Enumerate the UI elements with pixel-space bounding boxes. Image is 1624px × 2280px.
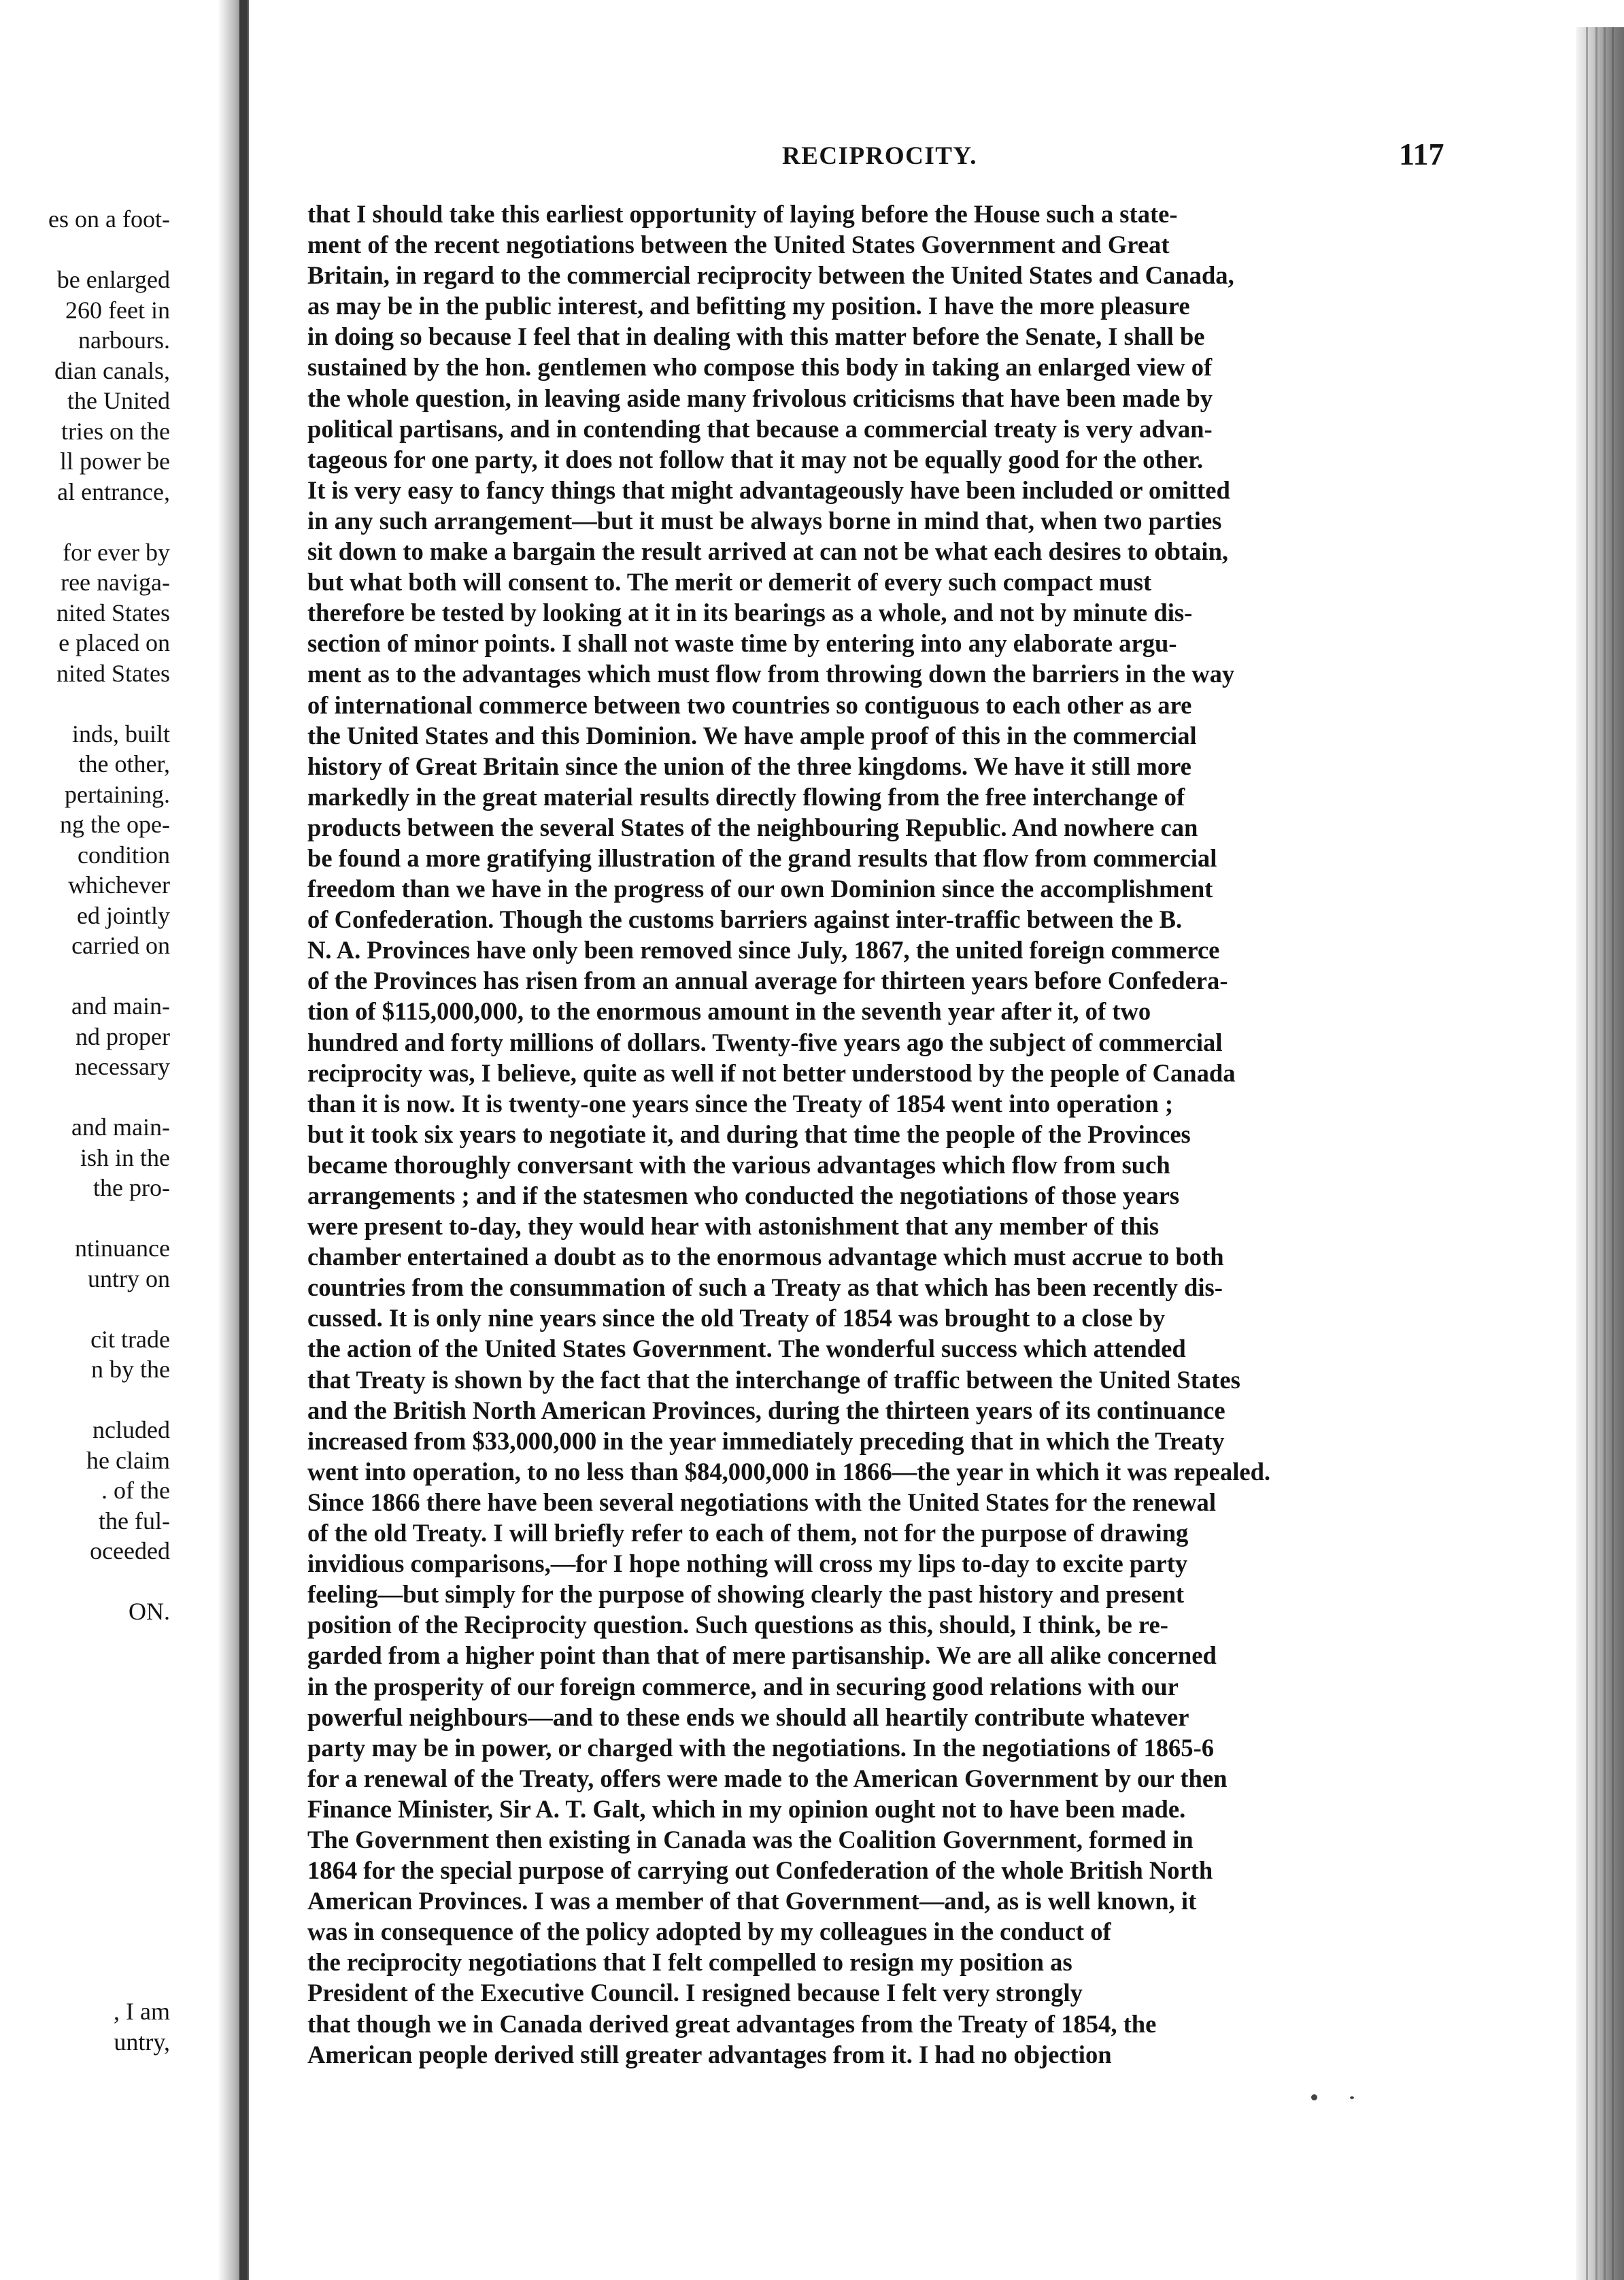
previous-page-line: cit trade	[90, 1325, 170, 1353]
previous-page-line: whichever	[68, 871, 170, 899]
text-line: in doing so because I feel that in dealing with this matter before the Senate, I shall be	[307, 322, 1205, 351]
text-line: chamber entertained a doubt as to the enormous advantage which must accrue to both	[307, 1243, 1224, 1271]
text-line: as may be in the public interest, and befitting my position. I have the more pleasure	[307, 292, 1190, 320]
previous-page-line: dian canals,	[54, 356, 170, 384]
text-line: that Treaty is shown by the fact that the interchange of traffic between the United States	[307, 1365, 1240, 1394]
previous-page	[0, 0, 230, 2280]
previous-page-line: ntinuance	[75, 1235, 170, 1262]
text-line: The Government then existing in Canada was the Coalition Government, formed in	[307, 1825, 1194, 1854]
text-line: the action of the United States Government. The wonderful success which attended	[307, 1335, 1186, 1363]
previous-page-line: for ever by	[63, 538, 170, 566]
previous-page-line	[0, 1203, 170, 1234]
text-line: position of the Reciprocity question. Such questions as this, should, I think, be re-	[307, 1611, 1168, 1639]
text-line: was in consequence of the policy adopted by my colleagues in the conduct of	[307, 1917, 1111, 1946]
text-line: countries from the consummation of such a Treaty as that which has been recently dis-	[307, 1273, 1223, 1302]
previous-page-line: ish in the	[80, 1143, 170, 1171]
text-line: of the old Treaty. I will briefly refer to each of them, not for the purpose of drawing	[307, 1519, 1189, 1547]
previous-page-line: untry,	[114, 2028, 170, 2056]
text-line: American Provinces. I was a member of that Government—and, as is well known, it	[307, 1887, 1197, 1915]
text-line: Since 1866 there have been several negotiations with the United States for the renewal	[307, 1488, 1216, 1516]
print-speck	[1311, 2094, 1317, 2100]
text-line: garded from a higher point than that of mere partisanship. We are all alike concerned	[307, 1641, 1217, 1670]
text-line: went into operation, to no less than $84,000,000 in 1866—the year in which it was repealed.	[307, 1457, 1271, 1486]
text-line: in the prosperity of our foreign commerce, and in securing good relations with our	[307, 1672, 1179, 1700]
text-line: It is very easy to fancy things that might advantageously have been included or omitted	[307, 475, 1230, 504]
previous-page-text-bottom	[0, 1996, 170, 2057]
text-line: of Confederation. Though the customs barriers against inter-traffic between the B.	[307, 905, 1183, 934]
previous-page-line: he claim	[86, 1446, 170, 1474]
text-line: sit down to make a bargain the result arrived at can not be what each desires to obtain,	[307, 537, 1229, 566]
text-line: the whole question, in leaving aside many frivolous criticisms that have been made by	[307, 384, 1213, 412]
text-line: that though we in Canada derived great advantages from the Treaty of 1854, the	[307, 2009, 1157, 2038]
previous-page-line: tries on the	[61, 417, 170, 445]
previous-page-line: and main-	[71, 992, 170, 1020]
text-line: section of minor points. I shall not waste time by entering into any elaborate argu-	[307, 629, 1177, 658]
book-gutter	[239, 0, 248, 2280]
text-line: cussed. It is only nine years since the old Treaty of 1854 was brought to a close by	[307, 1304, 1166, 1332]
text-line: President of the Executive Council. I resigned because I felt very strongly	[307, 1979, 1083, 2007]
text-line: ment of the recent negotiations between the United States Government and Great	[307, 231, 1170, 259]
text-line: tageous for one party, it does not follow that it may not be equally good for the other.	[307, 445, 1204, 473]
previous-page-line	[0, 688, 170, 719]
running-head: RECIPROCITY.	[782, 142, 977, 170]
previous-page-line: and main-	[71, 1113, 170, 1141]
text-line: the United States and this Dominion. We have ample proof of this in the commercial	[307, 721, 1197, 750]
text-line: American people derived still greater advantages from it. I had no objection	[307, 2040, 1112, 2068]
text-line: and the British North American Provinces, during the thirteen years of its continuance	[307, 1396, 1225, 1424]
previous-page-line: be enlarged	[56, 266, 170, 293]
text-line: became thoroughly conversant with the various advantages which flow from such	[307, 1150, 1170, 1179]
text-line: than it is now. It is twenty-one years since the Treaty of 1854 went into operation ;	[307, 1089, 1174, 1118]
previous-page-line: necessary	[75, 1053, 170, 1080]
text-line: that I should take this earliest opportunity of laying before the House such a state-	[307, 200, 1178, 228]
previous-page-line: narbours.	[78, 326, 170, 354]
previous-page-line: ng the ope-	[60, 811, 170, 838]
previous-page-line	[0, 507, 170, 537]
text-line: of international commerce between two countries so contiguous to each other as are	[307, 690, 1192, 719]
text-line: therefore be tested by looking at it in its bearings as a whole, and not by minute dis-	[307, 599, 1193, 627]
previous-page-line: ed jointly	[77, 901, 170, 929]
text-line: sustained by the hon. gentlemen who compose this body in taking an enlarged view of	[307, 353, 1213, 382]
previous-page-line: the ful-	[99, 1507, 170, 1535]
previous-page-line: the pro-	[93, 1174, 170, 1201]
previous-page-line: , I am	[114, 1998, 170, 2025]
previous-page-line: e placed on	[58, 629, 170, 656]
text-line: reciprocity was, I believe, quite as well if not better understood by the people of Canada	[307, 1058, 1236, 1087]
text-line: political partisans, and in contending that because a commercial treaty is very advan-	[307, 414, 1213, 443]
text-line: ment as to the advantages which must flow from throwing down the barriers in the way	[307, 660, 1235, 688]
print-speck	[1350, 2096, 1354, 2099]
previous-page-text-top	[0, 204, 170, 1627]
previous-page-line: . of the	[101, 1477, 170, 1504]
text-line: freedom than we have in the progress of our own Dominion since the accomplishment	[307, 875, 1213, 903]
previous-page-line	[0, 1385, 170, 1415]
previous-page-line: ree naviga-	[61, 569, 170, 596]
previous-page-line: al entrance,	[57, 477, 170, 505]
text-line: in any such arrangement—but it must be always borne in mind that, when two parties	[307, 506, 1222, 535]
previous-page-line: ncluded	[92, 1416, 170, 1443]
text-line: tion of $115,000,000, to the enormous amount in the seventh year after it, of two	[307, 997, 1151, 1026]
previous-page-line: ON.	[129, 1598, 170, 1625]
text-line: but what both will consent to. The merit or demerit of every such compact must	[307, 568, 1152, 597]
text-line: markedly in the great material results directly flowing from the free interchange of	[307, 782, 1185, 811]
text-line: arrangements ; and if the statesmen who conducted the negotiations of those years	[307, 1181, 1180, 1209]
text-line: hundred and forty millions of dollars. Twenty-five years ago the subject of commercial	[307, 1028, 1223, 1056]
text-line: 1864 for the special purpose of carrying out Confederation of the whole British North	[307, 1856, 1213, 1885]
text-line: of the Provinces has risen from an annual average for thirteen years before Confedera-	[307, 967, 1228, 995]
previous-page-line	[0, 1566, 170, 1597]
previous-page-line: the United	[67, 387, 170, 414]
body-paragraph	[307, 199, 1457, 2070]
previous-page-line: untry on	[88, 1264, 170, 1292]
previous-page-line	[0, 235, 170, 265]
previous-page-line: 260 feet in	[65, 296, 170, 324]
text-line: powerful neighbours—and to these ends we should all heartily contribute whatever	[307, 1703, 1189, 1731]
text-line: but it took six years to negotiate it, and during that time the people of the Provinces	[307, 1120, 1191, 1148]
text-line: were present to-day, they would hear with astonishment that any member of this	[307, 1212, 1160, 1241]
previous-page-line: the other,	[78, 750, 170, 777]
previous-page-line: es on a foot-	[48, 205, 170, 233]
previous-page-line: carried on	[71, 932, 170, 959]
text-line: Britain, in regard to the commercial reciprocity between the United States and Canada,	[307, 261, 1234, 290]
previous-page-line: pertaining.	[65, 780, 170, 808]
text-line: feeling—but simply for the purpose of showing clearly the past history and present	[307, 1580, 1185, 1609]
text-line: history of Great Britain since the union of the three kingdoms. We have it still more	[307, 752, 1191, 780]
text-line: party may be in power, or charged with the negotiations. In the negotiations of 1865-6	[307, 1733, 1215, 1762]
previous-page-line: ll power be	[60, 448, 170, 475]
previous-page-line: inds, built	[71, 720, 170, 748]
previous-page-line	[0, 961, 170, 992]
text-line: invidious comparisons,—for I hope nothing will cross my lips to-day to excite party	[307, 1549, 1188, 1578]
previous-page-line	[0, 1082, 170, 1113]
previous-page-line: nd proper	[75, 1022, 170, 1050]
previous-page-line: oceeded	[90, 1537, 170, 1564]
text-line: increased from $33,000,000 in the year immediately preceding that in which the Treaty	[307, 1426, 1225, 1455]
previous-page-line	[0, 1294, 170, 1324]
previous-page-line: nited States	[56, 599, 170, 626]
text-line: be found a more gratifying illustration of the grand results that flow from commercial	[307, 843, 1217, 872]
previous-page-line: nited States	[56, 659, 170, 687]
page-number: 117	[1399, 137, 1444, 171]
previous-page-line: n by the	[91, 1356, 170, 1383]
previous-page-line: condition	[78, 841, 170, 869]
page-edge-stack	[1576, 27, 1624, 2280]
text-line: for a renewal of the Treaty, offers were made to the American Government by our then	[307, 1764, 1228, 1792]
text-line: the reciprocity negotiations that I felt compelled to resign my position as	[307, 1948, 1072, 1977]
text-line: products between the several States of the neighbouring Republic. And nowhere can	[307, 813, 1198, 841]
text-line: Finance Minister, Sir A. T. Galt, which in my opinion ought not to have been made.	[307, 1794, 1186, 1823]
text-line: N. A. Provinces have only been removed since July, 1867, the united foreign commerce	[307, 936, 1220, 965]
